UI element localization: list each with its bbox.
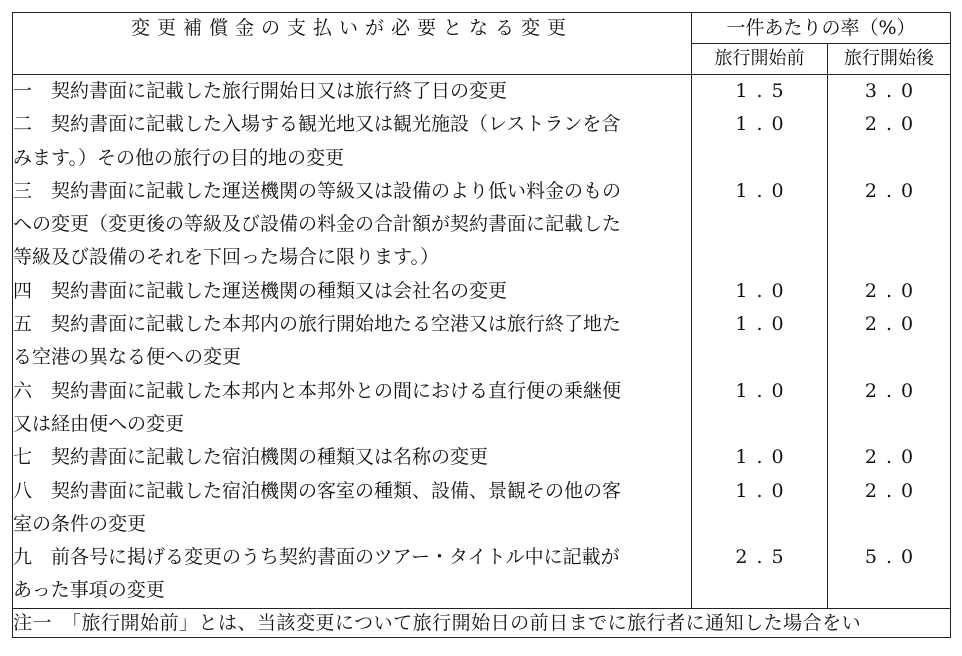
header-rate-per-case: 一件あたりの率（%） [692,13,951,44]
change-item [13,475,691,542]
change-item [13,441,691,474]
change-descriptions [13,75,692,609]
rate-before-value: 1.0 [735,279,793,302]
header-after-departure: 旅行開始後 [828,44,951,75]
change-item-line: 等級及び設備のそれを下回った場合に限ります。） [13,246,439,269]
rate-before-value: 1.0 [735,446,793,469]
change-item-line: 九 前各号に掲げる変更のうち契約書面のツアー・タイトル中に記載が [13,546,620,569]
change-item [13,175,691,275]
change-item-line: 一 契約書面に記載した旅行開始日又は旅行終了日の変更 [13,80,508,102]
change-item-line: 六 契約書面に記載した本邦内と本邦外との間における直行便の乗継便 [13,379,622,402]
change-item [13,308,691,375]
change-item-line: 二 契約書面に記載した入場する観光地又は観光施設（レストランを含 [13,113,621,136]
rate-after-value: 2.0 [864,113,923,136]
rate-after-value: 2.0 [864,479,923,502]
table-body-row [13,75,951,609]
rate-before-value: 1.0 [735,379,793,402]
rate-after-value: 2.0 [864,313,923,336]
rate-after-value: 5.0 [864,546,923,569]
change-item-line: 三 契約書面に記載した運送機関の等級又は設備のより低い料金のもの [13,179,622,202]
header-changes: 変更補償金の支払いが必要となる変更 [13,13,692,75]
rate-after-value: 2.0 [864,279,923,302]
change-item-line: 四 契約書面に記載した運送機関の種類又は会社名の変更 [13,279,508,302]
change-item-line: る空港の異なる便への変更 [13,346,242,369]
change-item [13,275,691,308]
rate-before-value: 1.0 [735,313,793,336]
rate-after-value: 2.0 [864,446,923,469]
note-row: 注一 「旅行開始前」とは、当該変更について旅行開始日の前日までに旅行者に通知した場合をい [13,608,951,637]
change-item-line: 八 契約書面に記載した宿泊機関の客室の種類、設備、景観その他の客 [13,479,622,502]
change-item-line: 五 契約書面に記載した本邦内の旅行開始地たる空港又は旅行終了地た [13,313,622,336]
rate-before-value: 1.0 [735,179,793,202]
rate-after-value: 2.0 [864,179,923,202]
compensation-table [12,12,951,638]
change-item [13,541,691,608]
rate-before-value: 1.5 [735,80,793,102]
change-item [13,375,691,442]
change-item-line: あった事項の変更 [13,579,165,602]
change-item-line: 七 契約書面に記載した宿泊機関の種類又は名称の変更 [13,446,489,469]
change-item-line: みます。）その他の旅行の目的地の変更 [13,146,344,169]
rate-before-value: 2.5 [735,546,793,569]
change-item-line: 室の条件の変更 [13,512,147,535]
change-item [13,108,691,175]
change-item-line: への変更（変更後の等級及び設備の料金の合計額が契約書面に記載した [13,213,622,236]
header-before-departure: 旅行開始前 [692,44,828,75]
rate-before-value: 1.0 [735,113,793,136]
rates-after-departure [828,75,951,609]
rate-after-value: 2.0 [864,379,923,402]
change-item [13,75,691,108]
rate-after-value: 3.0 [864,80,923,102]
rate-before-value: 1.0 [735,479,793,502]
change-item-line: 又は経由便への変更 [13,412,185,435]
rates-before-departure [692,75,828,609]
